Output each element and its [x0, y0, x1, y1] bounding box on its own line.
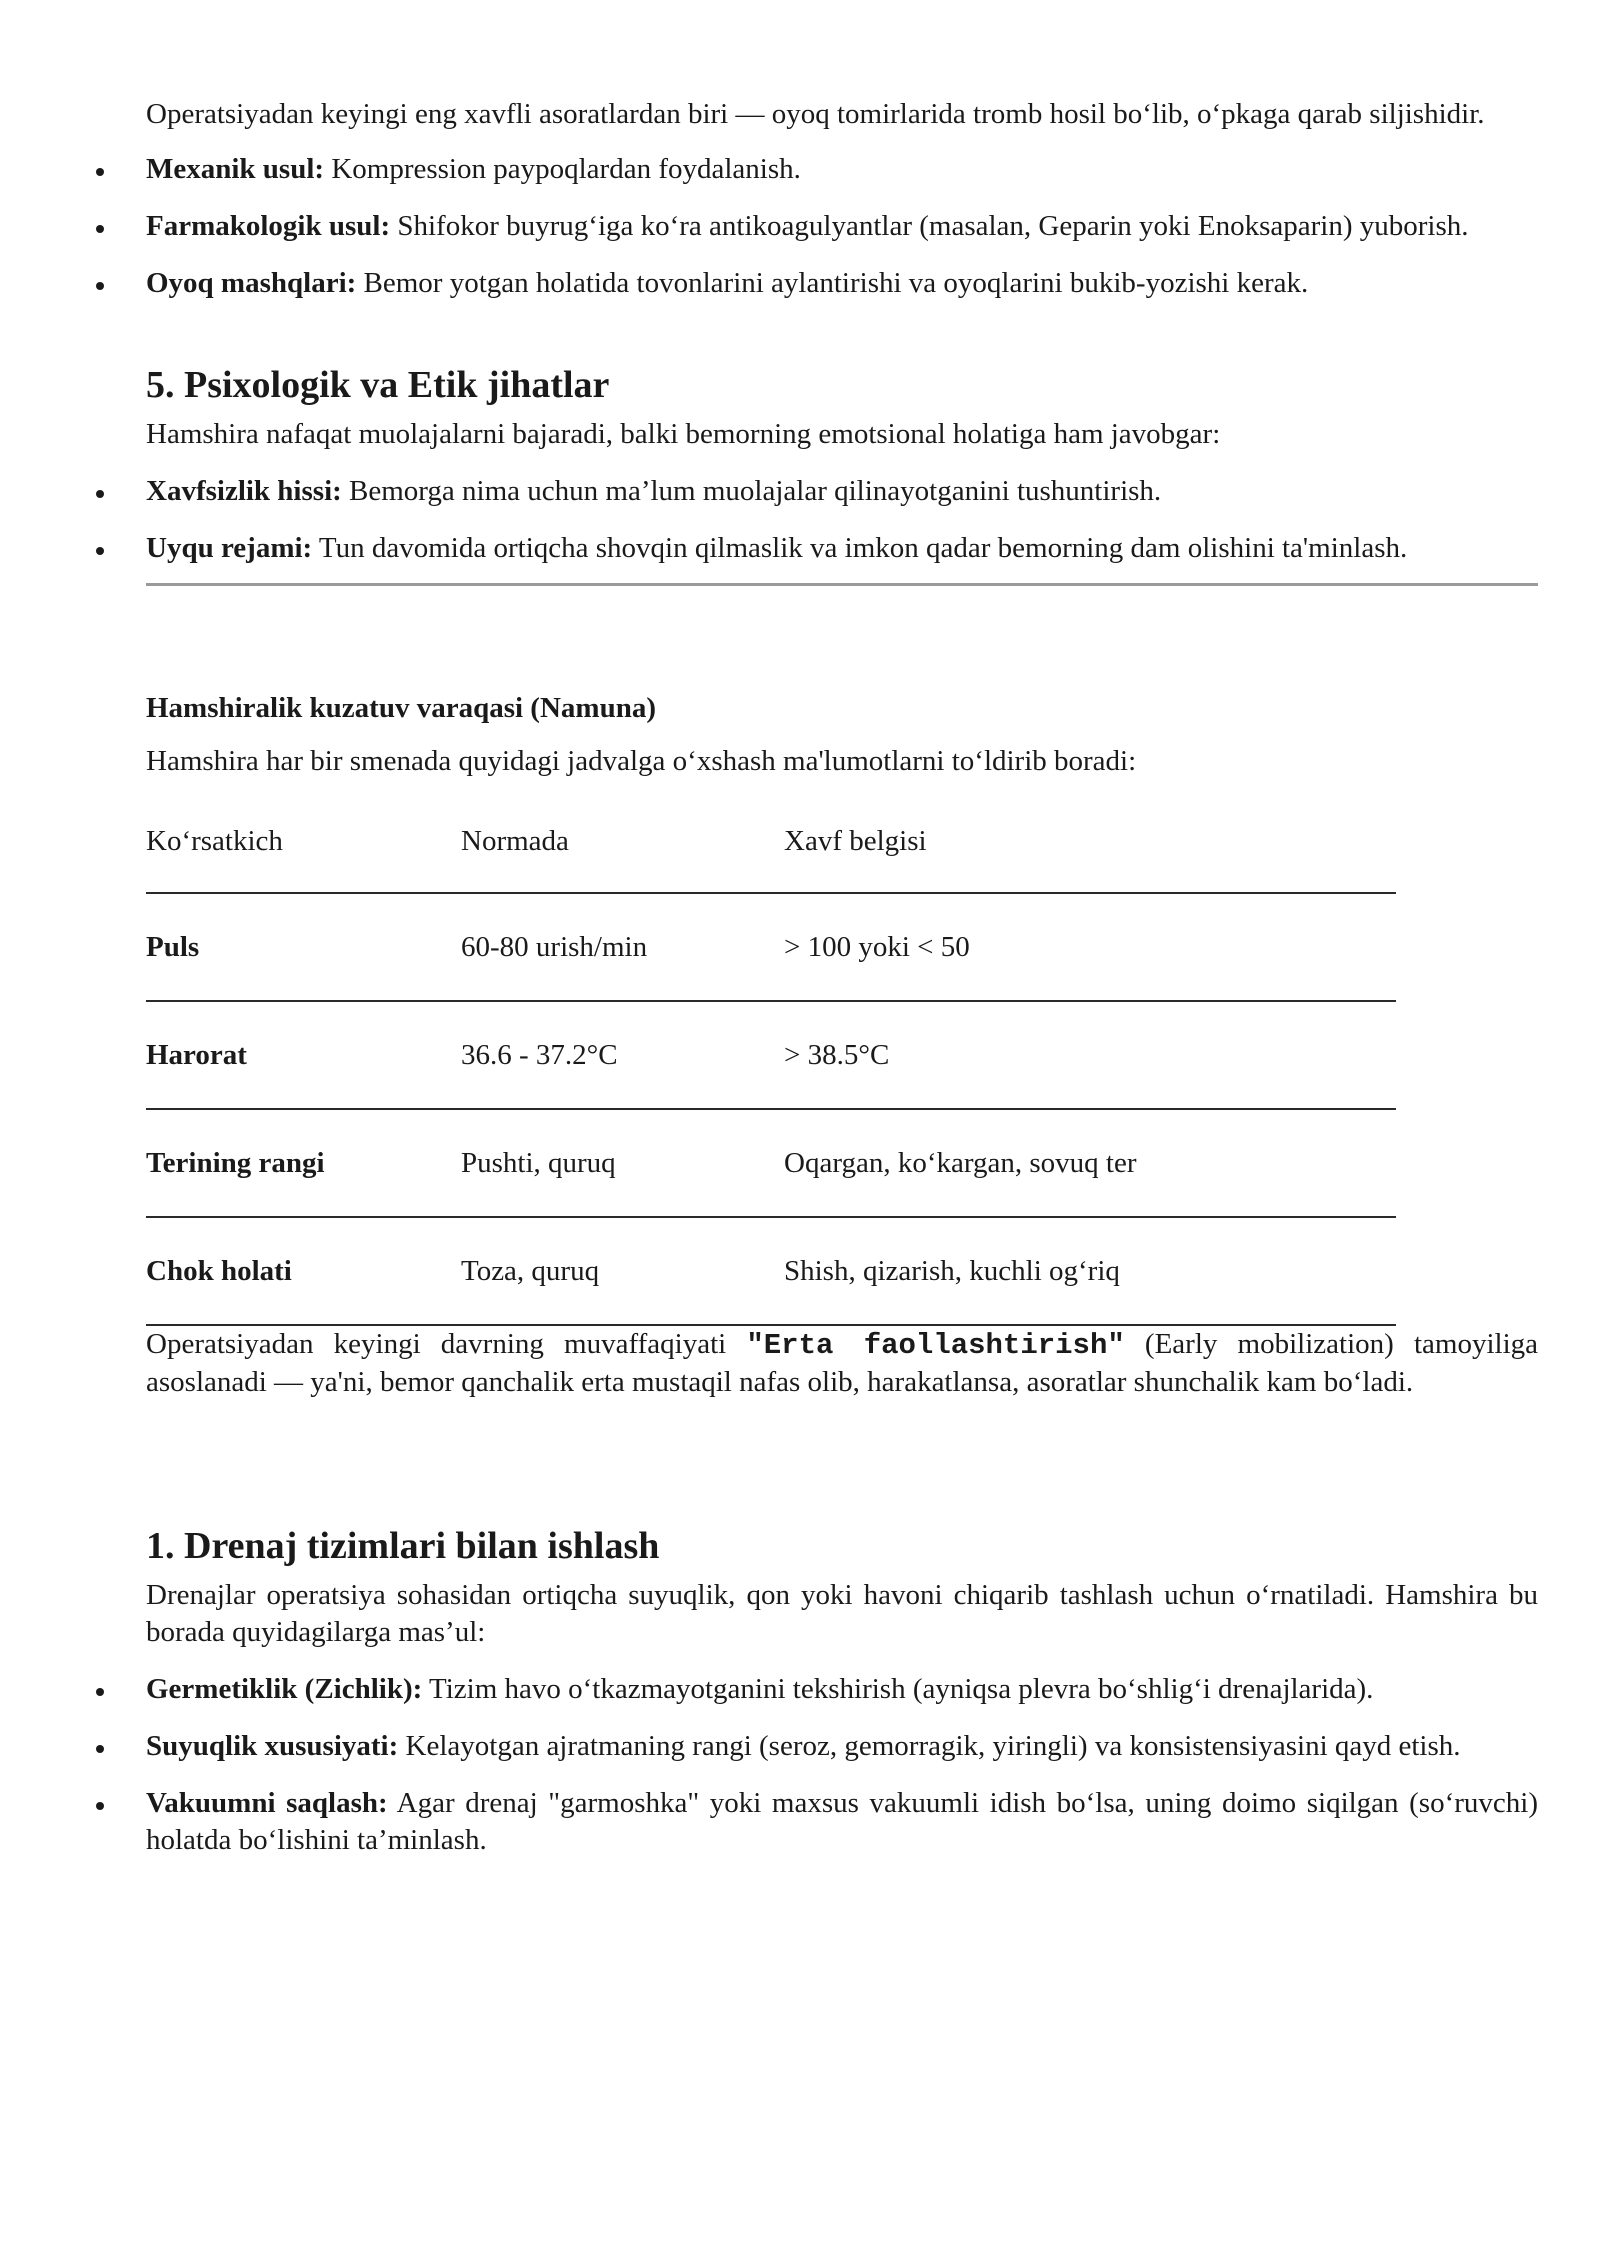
summary-text: Operatsiyadan keyingi davrning muvaffaqiyati	[146, 1328, 747, 1360]
table-cell: > 100 yoki < 50	[784, 893, 1396, 1001]
list-item-text: Tun davomida ortiqcha shovqin qilmaslik va imkon qadar bemorning dam olishini ta'minlash.	[312, 532, 1408, 564]
list-item-term: Uyqu rejami:	[146, 532, 313, 564]
table-row	[146, 1217, 1396, 1325]
section-intro: Hamshira nafaqat muolajalarni bajaradi, balki bemorning emotsional holatiga ham javobgar:	[146, 418, 1221, 450]
table-cell: Chok holati	[146, 1217, 461, 1325]
list-item-term: Farmakologik usul:	[146, 210, 391, 242]
list-item	[146, 1671, 1538, 1708]
list-item-term: Germetiklik (Zichlik):	[146, 1673, 423, 1705]
sheet-heading: Hamshiralik kuzatuv varaqasi (Namuna)	[146, 692, 656, 724]
list-item	[146, 208, 1538, 245]
table-cell: 60-80 urish/min	[461, 893, 784, 1001]
column-header: Normada	[461, 790, 784, 893]
list-item-text: Agar drenaj "garmoshka" yoki maxsus vakuumli idish bo‘lsa, uning doimo siqilgan (so‘ruvchi) holatda bo‘lishini ta’minlash.	[146, 1787, 1538, 1856]
table-cell: Terining rangi	[146, 1109, 461, 1217]
intro-paragraph: Operatsiyadan keyingi eng xavfli asoratlardan biri — oyoq tomirlarida tromb hosil bo‘lib, o‘pkaga qarab siljishidir.	[146, 98, 1485, 130]
table-cell: Pushti, quruq	[461, 1109, 784, 1217]
table-row	[146, 1109, 1396, 1217]
list-item-term: Suyuqlik xususiyati:	[146, 1730, 399, 1762]
list-item-text: Kompression paypoqlardan foydalanish.	[324, 153, 801, 185]
sheet-intro: Hamshira har bir smenada quyidagi jadvalga o‘xshash ma'lumotlarni to‘ldirib boradi:	[146, 745, 1137, 777]
list-item	[146, 1728, 1538, 1765]
list-item-term: Vakuumni saqlash:	[146, 1787, 388, 1819]
list-item	[146, 473, 1538, 510]
table-header-row	[146, 790, 1396, 893]
section-heading: 5. Psixologik va Etik jihatlar	[146, 364, 610, 406]
summary-paragraph	[146, 1326, 1538, 1401]
psych-list	[146, 473, 1538, 567]
list-item-text: Tizim havo o‘tkazmayotganini tekshirish (ayniqsa plevra bo‘shlig‘i drenajlarida).	[422, 1673, 1374, 1705]
list-item-text: Shifokor buyrug‘iga ko‘ra antikoagulyantlar (masalan, Geparin yoki Enoksaparin) yuborish.	[390, 210, 1469, 242]
document-page	[146, 96, 1538, 1859]
list-item	[146, 265, 1538, 302]
observation-table	[146, 790, 1396, 1326]
section-intro: Drenajlar operatsiya sohasidan ortiqcha suyuqlik, qon yoki havoni chiqarib tashlash uchun o‘rnatiladi. Hamshira bu borada quyidagilarga mas’ul:	[146, 1579, 1538, 1648]
table-cell: Harorat	[146, 1001, 461, 1109]
divider	[146, 583, 1538, 586]
drainage-list	[146, 1671, 1538, 1859]
list-item-text: Bemor yotgan holatida tovonlarini aylantirishi va oyoqlarini bukib-yozishi kerak.	[356, 267, 1309, 299]
table-cell: Oqargan, ko‘kargan, sovuq ter	[784, 1109, 1396, 1217]
list-item-term: Oyoq mashqlari:	[146, 267, 357, 299]
table-cell: Shish, qizarish, kuchli og‘riq	[784, 1217, 1396, 1325]
table-row	[146, 893, 1396, 1001]
prevention-list	[146, 151, 1538, 302]
list-item-text: Kelayotgan ajratmaning rangi (seroz, gemorragik, yiringli) va konsistensiyasini qayd etish.	[398, 1730, 1461, 1762]
list-item	[146, 1785, 1538, 1859]
table-row	[146, 1001, 1396, 1109]
section-heading: 1. Drenaj tizimlari bilan ishlash	[146, 1525, 660, 1567]
list-item-text: Bemorga nima uchun ma’lum muolajalar qilinayotganini tushuntirish.	[341, 475, 1162, 507]
table-cell: > 38.5°C	[784, 1001, 1396, 1109]
summary-text-rest: (Early mobilization) tamoyiliga asoslanadi — ya'ni, bemor qanchalik erta mustaqil nafas olib, harakatlansa, asoratlar shunchalik kam bo‘ladi.	[146, 1328, 1538, 1398]
list-item-term: Mexanik usul:	[146, 153, 325, 185]
table-cell: 36.6 - 37.2°C	[461, 1001, 784, 1109]
summary-highlight: "Erta faollashtirish"	[746, 1329, 1125, 1362]
table-cell: Puls	[146, 893, 461, 1001]
list-item-term: Xavfsizlik hissi:	[146, 475, 342, 507]
list-item	[146, 530, 1538, 567]
list-item	[146, 151, 1538, 188]
column-header: Ko‘rsatkich	[146, 790, 461, 893]
column-header: Xavf belgisi	[784, 790, 1396, 893]
table-cell: Toza, quruq	[461, 1217, 784, 1325]
